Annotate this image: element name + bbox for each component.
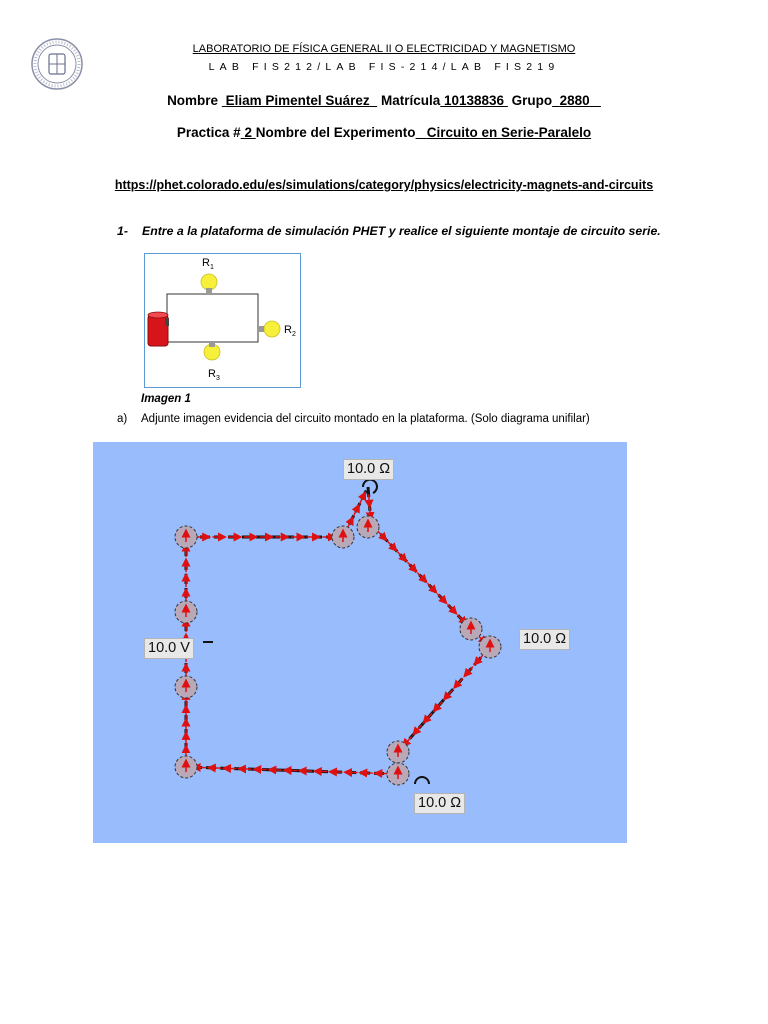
name-value: Eliam Pimentel Suárez (225, 93, 370, 108)
resistor-right-label[interactable]: 10.0 Ω (519, 629, 570, 650)
current-arrow-icon (405, 737, 412, 745)
question-1 (117, 224, 661, 238)
r1-label: $R_1$ (202, 257, 214, 271)
current-arrow-icon (369, 494, 370, 504)
current-arrow-icon (425, 713, 432, 721)
bulb-r1-icon (201, 274, 217, 294)
battery-voltage-label[interactable]: 10.0 V (144, 638, 194, 659)
practice-label: Practica # (176, 125, 241, 140)
question-a-text: Adjunte imagen evidencia del circuito montado en la plataforma. (Solo diagrama unifilar) (141, 413, 590, 425)
grupo-value: 2880 (559, 93, 590, 108)
current-arrow-icon (458, 615, 465, 622)
matricula-value: 10138836 (444, 93, 505, 108)
current-arrow-icon (415, 725, 422, 733)
question-1-text: Entre a la plataforma de simulación PHET y realice el siguiente montaje de circuito serie. (142, 224, 661, 238)
current-arrow-icon (436, 702, 443, 710)
bulb-r3-icon (204, 341, 220, 360)
question-1-number: 1- (117, 224, 128, 238)
current-arrow-icon (408, 562, 415, 569)
circuit-schematic-image (144, 253, 301, 388)
question-a-number: a) (117, 413, 128, 425)
r3-label: $R_3$ (208, 368, 220, 382)
current-arrow-icon (466, 667, 473, 675)
name-label: Nombre (167, 93, 219, 108)
matricula-label: Matrícula (380, 93, 441, 108)
current-arrow-icon (448, 604, 455, 611)
current-arrow-icon (388, 541, 395, 548)
rotate-handle-icon[interactable] (415, 777, 429, 784)
phet-url-link[interactable]: https://phet.colorado.edu/es/simulations/category/physics/electricity-magnets-and-circuits (114, 178, 654, 192)
lab-title: LABORATORIO DE FÍSICA GENERAL II O ELECTRICIDAD Y MAGNETISMO (192, 43, 576, 55)
current-arrow-icon (418, 573, 425, 580)
current-arrow-icon (370, 507, 371, 517)
current-arrow-icon (428, 583, 435, 590)
experiment-value: Circuito en Serie-Paralelo (426, 125, 592, 140)
lab-course-codes: LAB FIS212/LAB FIS-214/LAB FIS219 (208, 61, 560, 73)
phet-simulation-screenshot (93, 442, 627, 843)
resistor-bottom-label[interactable]: 10.0 Ω (414, 793, 465, 814)
current-arrow-icon (446, 690, 453, 698)
battery-icon (148, 312, 169, 346)
r2-label: $R_2$ (284, 324, 296, 338)
practice-number: 2 (244, 125, 252, 140)
wire-segment[interactable] (398, 647, 490, 752)
resistor-top-label[interactable]: 10.0 Ω (343, 459, 394, 480)
student-info-row (0, 93, 768, 108)
current-arrow-icon (476, 655, 483, 663)
circuit-junctions (175, 516, 501, 785)
question-a (117, 413, 590, 425)
current-arrow-icon (398, 552, 405, 559)
grupo-label: Grupo (511, 93, 553, 108)
practice-info-row (0, 125, 768, 140)
experiment-label: Nombre del Experimento (255, 125, 416, 140)
image-caption: Imagen 1 (141, 393, 191, 405)
current-arrow-icon (378, 531, 385, 538)
current-arrow-icon (456, 678, 463, 686)
current-arrow-icon (438, 594, 445, 601)
bulb-r2-icon (257, 321, 280, 337)
